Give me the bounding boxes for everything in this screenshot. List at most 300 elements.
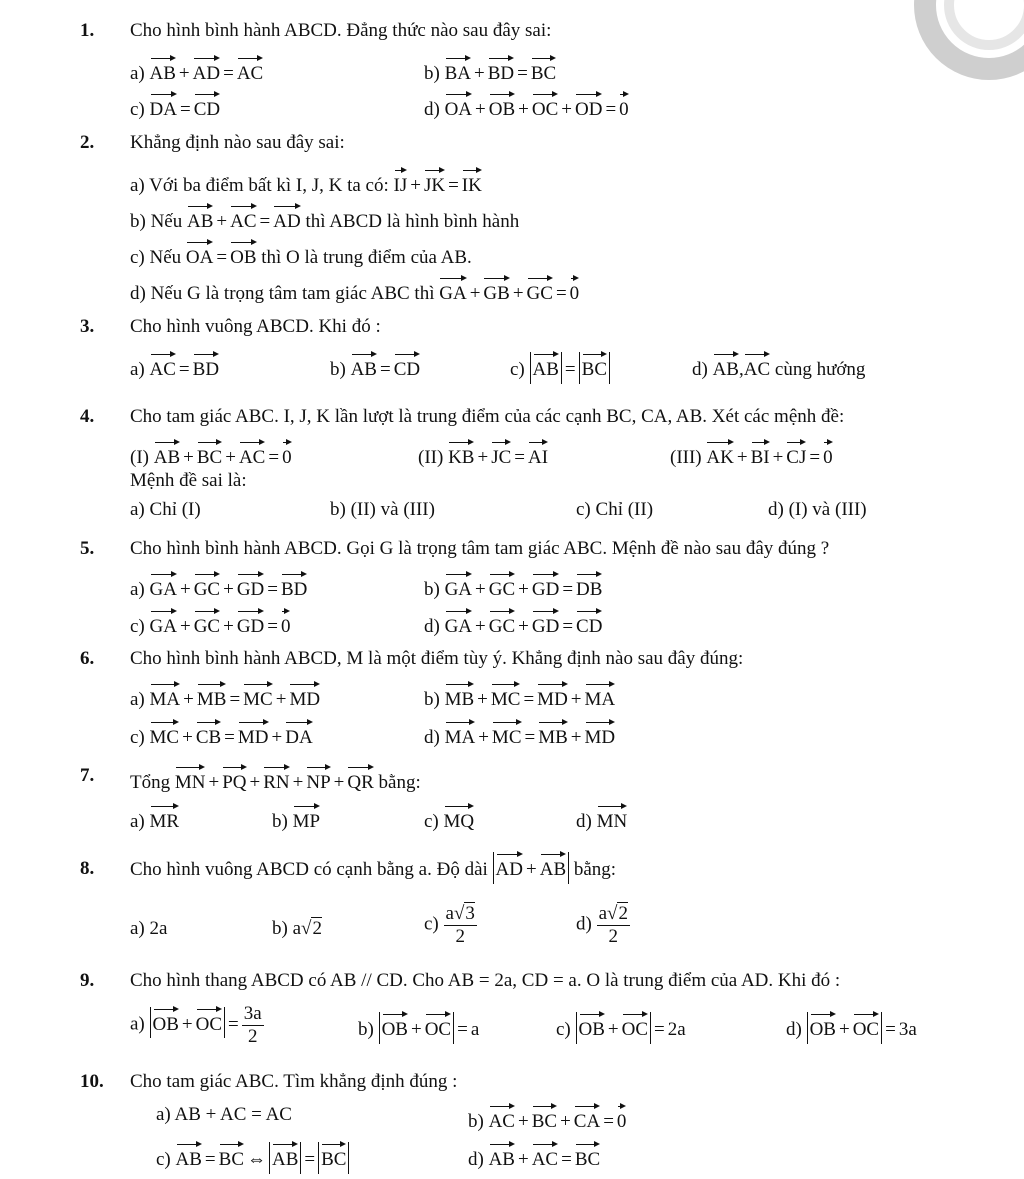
- question-number: 5.: [80, 538, 95, 559]
- vector: CA: [574, 1104, 600, 1131]
- sqrt-radicand: 3: [465, 903, 475, 924]
- operator: +: [518, 579, 529, 600]
- vector: MD: [238, 720, 269, 747]
- vector: BC: [531, 56, 556, 83]
- vector: KB: [448, 440, 474, 467]
- option: [424, 903, 477, 948]
- text-run: bằng:: [569, 859, 617, 880]
- vector: MA: [150, 682, 181, 709]
- option: [424, 682, 615, 711]
- vector-magnitude: [318, 1142, 349, 1174]
- vector: MB: [538, 720, 568, 747]
- option-label: a): [130, 499, 150, 520]
- vector: MP: [293, 804, 320, 831]
- operator: =: [517, 63, 528, 84]
- option: [130, 1003, 264, 1048]
- vector: CD: [394, 352, 420, 379]
- vector: 0: [282, 440, 292, 467]
- option: [424, 804, 474, 833]
- text-run: Chỉ (II): [595, 499, 654, 520]
- operator: +: [223, 579, 234, 600]
- option: [130, 720, 313, 749]
- operator: +: [570, 727, 582, 748]
- vector: BC: [219, 1142, 244, 1169]
- option: [130, 352, 219, 381]
- question-number: 8.: [80, 858, 95, 879]
- operator: +: [333, 772, 345, 793]
- question-number: 3.: [80, 316, 95, 337]
- option-label: a): [130, 811, 150, 832]
- option: [130, 92, 220, 121]
- question-stem: Cho hình bình hành ABCD. Gọi G là trọng tâm tam giác ABC. Mệnh đề nào sau đây đúng ?: [130, 538, 830, 559]
- text-run: thì ABCD là hình bình hành: [300, 211, 520, 232]
- fraction-denominator: 2: [247, 1025, 258, 1047]
- vector: OB: [230, 240, 256, 267]
- statement-label: (I): [130, 447, 154, 468]
- vector: GA: [445, 572, 472, 599]
- option: [130, 499, 201, 521]
- vector: PQ: [222, 765, 246, 792]
- operator: =: [523, 689, 535, 710]
- option: [424, 720, 615, 749]
- vector: MR: [150, 804, 180, 831]
- statement-label: (II): [418, 447, 449, 468]
- option-label: c): [556, 1019, 576, 1040]
- vector: CD: [576, 609, 602, 636]
- operator: +: [517, 1111, 529, 1132]
- vector: MB: [445, 682, 475, 709]
- operator: =: [555, 283, 567, 304]
- option: [130, 572, 307, 601]
- vector-sum-magnitude: [576, 1012, 652, 1044]
- text-run: a: [445, 903, 454, 924]
- operator: +: [772, 447, 784, 468]
- vector: AB: [540, 852, 566, 879]
- vector: NP: [306, 765, 330, 792]
- vector: OB: [382, 1012, 408, 1039]
- operator: =: [809, 447, 821, 468]
- option-label: c): [130, 247, 150, 268]
- vector: DA: [285, 720, 312, 747]
- option: [510, 352, 610, 384]
- operator: ⇔: [247, 1149, 266, 1170]
- vector: 0: [823, 440, 833, 467]
- statement: [670, 440, 833, 469]
- fraction-denominator: 2: [608, 925, 619, 947]
- question-stem: [130, 852, 616, 884]
- option-label: a): [130, 689, 150, 710]
- operator: +: [512, 283, 524, 304]
- vector: GC: [527, 276, 553, 303]
- fraction: [242, 1003, 264, 1048]
- operator: +: [477, 689, 488, 710]
- option-label: a): [130, 579, 150, 600]
- vector: GA: [439, 276, 466, 303]
- option-label: c): [156, 1149, 176, 1170]
- option: [130, 682, 320, 711]
- operator: +: [225, 447, 236, 468]
- vector: AC: [532, 1142, 558, 1169]
- option-label: c): [130, 727, 150, 748]
- vector: AB: [351, 352, 377, 379]
- option: [468, 1104, 626, 1133]
- vector: MA: [585, 682, 616, 709]
- operator: =: [605, 99, 617, 120]
- vector-sum-magnitude: [807, 1012, 883, 1044]
- operator: =: [654, 1019, 665, 1040]
- operator: =: [223, 63, 234, 84]
- operator: +: [410, 1019, 422, 1040]
- vector: OC: [532, 92, 558, 119]
- option: [130, 804, 179, 833]
- fraction: [444, 903, 477, 948]
- vector: GC: [194, 609, 220, 636]
- option-label: b): [130, 211, 151, 232]
- operator: +: [208, 772, 220, 793]
- operator: +: [179, 579, 191, 600]
- vector: MQ: [444, 804, 475, 831]
- text-run: (II) và (III): [350, 499, 435, 520]
- operator: +: [570, 689, 582, 710]
- option: [576, 804, 627, 833]
- operator: +: [178, 63, 190, 84]
- vector: AD: [496, 852, 523, 879]
- option-label: b): [424, 63, 445, 84]
- question-stem: Cho hình bình hành ABCD. Đẳng thức nào sau đây sai:: [130, 20, 552, 41]
- text-run: a: [470, 1019, 480, 1040]
- vector: BC: [582, 352, 607, 379]
- operator: +: [736, 447, 748, 468]
- operator: +: [292, 772, 304, 793]
- option-label: b): [272, 918, 293, 939]
- vector: BC: [197, 440, 222, 467]
- vector: 0: [617, 1104, 627, 1131]
- vector: OA: [445, 92, 472, 119]
- vector: IK: [462, 168, 482, 195]
- option-label: a): [130, 175, 150, 196]
- operator: +: [518, 616, 529, 637]
- option-label: a): [156, 1104, 175, 1125]
- vector: AC: [230, 204, 256, 231]
- vector: OD: [575, 92, 602, 119]
- operator: =: [216, 247, 228, 268]
- vector: MC: [491, 682, 521, 709]
- option: [768, 499, 867, 521]
- question-stem: Cho hình thang ABCD có AB // CD. Cho AB = 2a, CD = a. O là trung điểm của AD. Khi đó :: [130, 970, 841, 991]
- text-run: a: [598, 903, 608, 924]
- vector: OB: [153, 1007, 179, 1034]
- vector: GC: [194, 572, 220, 599]
- option: [130, 168, 482, 197]
- vector: MN: [175, 765, 206, 792]
- operator: +: [478, 727, 489, 748]
- vector: RN: [263, 765, 289, 792]
- vector: MD: [289, 682, 320, 709]
- option: [156, 1142, 349, 1174]
- question-number: 10.: [80, 1071, 104, 1092]
- option: [130, 240, 472, 269]
- option: [468, 1142, 600, 1171]
- vector: DB: [576, 572, 602, 599]
- vector-sum-magnitude: [150, 1007, 226, 1039]
- operator: =: [448, 175, 459, 196]
- operator: =: [514, 447, 525, 468]
- option: [130, 204, 519, 233]
- operator: +: [181, 1013, 193, 1035]
- operator: +: [249, 772, 261, 793]
- sqrt-sign: √: [301, 918, 312, 939]
- vector-sum-magnitude: [379, 1012, 455, 1044]
- question-number: 7.: [80, 765, 95, 786]
- vector: BI: [751, 440, 770, 467]
- question-number: 6.: [80, 648, 95, 669]
- vector: MC: [492, 720, 522, 747]
- operator: +: [216, 211, 228, 232]
- option-label: b): [424, 579, 445, 600]
- operator: +: [477, 447, 489, 468]
- vector: 0: [281, 609, 291, 636]
- vector: AB: [713, 352, 739, 379]
- option: [130, 609, 290, 638]
- vector: BC: [532, 1104, 557, 1131]
- option: [692, 352, 865, 381]
- vector: 0: [619, 92, 629, 119]
- operator: +: [183, 689, 194, 710]
- vector: BD: [488, 56, 514, 83]
- operator: =: [228, 1013, 239, 1035]
- option-label: d): [576, 913, 597, 935]
- option: [358, 1012, 479, 1044]
- vector: AK: [706, 440, 733, 467]
- option-label: b): [330, 499, 351, 520]
- option-label: c): [424, 811, 444, 832]
- vector: AB: [187, 204, 213, 231]
- option-label: b): [468, 1111, 489, 1132]
- question-number: 1.: [80, 20, 95, 41]
- operator: +: [183, 447, 194, 468]
- vector-magnitude: [269, 1142, 301, 1174]
- option-label: d): [468, 1149, 489, 1170]
- operator: =: [457, 1019, 468, 1040]
- vector: CB: [196, 720, 221, 747]
- operator: =: [204, 1149, 216, 1170]
- vector: OC: [196, 1007, 222, 1034]
- operator: +: [410, 175, 421, 196]
- operator: =: [564, 359, 576, 380]
- vector: JK: [424, 168, 445, 195]
- text-run: Nếu G là trọng tâm tam giác ABC thì: [150, 283, 440, 304]
- option: [130, 918, 167, 940]
- option-label: d): [576, 811, 597, 832]
- text-run: bằng:: [373, 772, 421, 793]
- option-label: a): [130, 1013, 150, 1035]
- option: [424, 572, 602, 601]
- vector: BC: [575, 1142, 600, 1169]
- vector: AB: [533, 352, 559, 379]
- operator: +: [561, 99, 572, 120]
- vector: BD: [193, 352, 219, 379]
- vector: MB: [197, 682, 227, 709]
- operator: =: [259, 211, 271, 232]
- operator: =: [524, 727, 536, 748]
- text-run: Cho hình vuông ABCD có cạnh bằng a. Độ dài: [130, 859, 493, 880]
- vector: AC: [150, 352, 176, 379]
- vector: GD: [237, 609, 264, 636]
- operator: +: [517, 1149, 529, 1170]
- option: [272, 918, 322, 940]
- option: [330, 499, 435, 521]
- operator: +: [475, 579, 486, 600]
- option: [556, 1012, 686, 1044]
- vector: AB: [176, 1142, 202, 1169]
- vector: GA: [150, 609, 177, 636]
- vector: MC: [243, 682, 273, 709]
- vector: GB: [483, 276, 509, 303]
- statement: [130, 440, 292, 469]
- option: [130, 276, 579, 305]
- option-label: b): [330, 359, 351, 380]
- text-run: cùng hướng: [770, 359, 866, 380]
- text-run: thì O là trung điểm của AB.: [256, 247, 472, 268]
- option-label: a): [130, 359, 150, 380]
- option-label: d): [424, 727, 445, 748]
- vector: IJ: [394, 168, 408, 195]
- text-run: 2a: [667, 1019, 686, 1040]
- operator: =: [885, 1019, 896, 1040]
- option: [576, 903, 630, 948]
- option: [330, 352, 420, 381]
- fraction-numerator: [597, 903, 630, 926]
- question-number: 4.: [80, 406, 95, 427]
- option-label: c): [510, 359, 530, 380]
- question-number: 9.: [80, 970, 95, 991]
- vector: AB: [150, 56, 176, 83]
- question-stem: Cho tam giác ABC. I, J, K lần lượt là trung điểm của các cạnh BC, CA, AB. Xét các mệnh đề:: [130, 406, 845, 427]
- option-label: c): [576, 499, 596, 520]
- text-run: (I) và (III): [788, 499, 867, 520]
- vector: GC: [489, 572, 515, 599]
- operator: =: [178, 359, 190, 380]
- option-label: d): [424, 99, 445, 120]
- vector: OC: [622, 1012, 648, 1039]
- option-label: b): [272, 811, 293, 832]
- text-run: Chỉ (I): [149, 499, 201, 520]
- operator: +: [560, 1111, 571, 1132]
- option-label: c): [130, 616, 150, 637]
- option: [424, 56, 556, 85]
- statement: [418, 440, 548, 469]
- vector: AB: [489, 1142, 515, 1169]
- vector: GC: [489, 609, 515, 636]
- operator: +: [838, 1019, 850, 1040]
- vector: MN: [597, 804, 628, 831]
- vector: GA: [150, 572, 177, 599]
- operator: +: [275, 689, 287, 710]
- operator: +: [473, 63, 485, 84]
- vector: GD: [237, 572, 264, 599]
- vector: GA: [445, 609, 472, 636]
- option-label: a): [130, 63, 150, 84]
- option: [156, 1104, 292, 1126]
- text-run: AB + AC = AC: [174, 1104, 292, 1125]
- vector: AB: [154, 440, 180, 467]
- text-run: 2a: [149, 918, 168, 939]
- option-label: c): [424, 913, 444, 935]
- text-run: Với ba điểm bất kì I, J, K ta có:: [149, 175, 394, 196]
- operator: =: [179, 99, 191, 120]
- sqrt-sign: √: [607, 903, 618, 924]
- vector: MA: [445, 720, 476, 747]
- text-run: Tổng: [130, 772, 175, 793]
- question-stem: Cho hình vuông ABCD. Khi đó :: [130, 316, 381, 337]
- fraction-numerator: 3a: [243, 1003, 262, 1024]
- operator: =: [379, 359, 391, 380]
- operator: +: [179, 616, 191, 637]
- question-stem: Khẳng định nào sau đây sai:: [130, 132, 345, 153]
- text-run: ,: [738, 359, 744, 380]
- vector: MC: [150, 720, 180, 747]
- option: [576, 499, 653, 521]
- operator: +: [518, 99, 529, 120]
- question-stem: Cho hình bình hành ABCD, M là một điểm tùy ý. Khẳng định nào sau đây đúng:: [130, 648, 744, 669]
- vector: AC: [489, 1104, 515, 1131]
- vector: AB: [272, 1142, 298, 1169]
- operator: =: [267, 579, 278, 600]
- vector: GD: [532, 609, 559, 636]
- text-run: a: [292, 918, 302, 939]
- sqrt-sign: √: [453, 903, 465, 924]
- vector: BC: [321, 1142, 346, 1169]
- sqrt-radicand: 2: [618, 903, 628, 924]
- operator: +: [475, 616, 486, 637]
- vector: OB: [489, 92, 515, 119]
- operator: =: [562, 579, 574, 600]
- vector: JC: [491, 440, 511, 467]
- fraction-denominator: 2: [455, 925, 465, 947]
- vector: AC: [744, 352, 770, 379]
- vector: AI: [528, 440, 548, 467]
- option: [424, 609, 602, 638]
- operator: =: [561, 1149, 572, 1170]
- option: [130, 56, 263, 85]
- option-label: d): [424, 616, 445, 637]
- option-label: d): [130, 283, 151, 304]
- text-run: Nếu: [149, 247, 186, 268]
- vector: BA: [445, 56, 471, 83]
- option-label: d): [786, 1019, 807, 1040]
- vector-sum-magnitude: [493, 852, 570, 884]
- option-label: b): [424, 689, 445, 710]
- fraction: [597, 903, 630, 948]
- operator: +: [475, 99, 486, 120]
- operator: =: [268, 447, 280, 468]
- option-label: a): [130, 918, 150, 939]
- vector: DA: [150, 92, 177, 119]
- operator: =: [267, 616, 278, 637]
- vector-magnitude: [530, 352, 562, 384]
- operator: +: [469, 283, 481, 304]
- operator: =: [562, 616, 574, 637]
- option-label: d): [692, 359, 713, 380]
- operator: =: [304, 1149, 316, 1170]
- operator: +: [271, 727, 283, 748]
- question-stem: Cho tam giác ABC. Tìm khẳng định đúng :: [130, 1071, 458, 1092]
- vector: MD: [585, 720, 616, 747]
- text-run: 3a: [898, 1019, 917, 1040]
- vector: CJ: [786, 440, 806, 467]
- operator: =: [224, 727, 235, 748]
- vector: OA: [186, 240, 213, 267]
